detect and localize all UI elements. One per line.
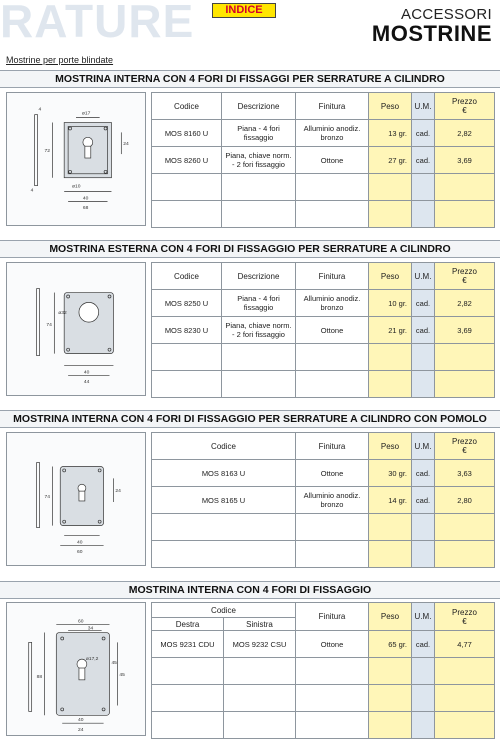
cell-prezzo: 2,80 [435,487,495,514]
dim-label: ø10 [72,184,81,190]
cell-finitura: Ottone [296,631,369,658]
col-descrizione: Descrizione [222,263,296,290]
cell-um: cad. [412,487,435,514]
cell-finitura: Alluminio anodiz. bronzo [296,120,369,147]
cell-peso: 13 gr. [369,120,412,147]
col-um: U.M. [412,263,435,290]
dim-label: 40 [77,718,84,724]
col-um: U.M. [412,603,435,631]
col-peso: Peso [369,263,412,290]
cell-prezzo: 3,69 [435,317,495,344]
col-codice: Codice [152,93,222,120]
table-row-empty [152,658,495,685]
dim-label: 24 [123,142,129,148]
col-peso: Peso [369,93,412,120]
section-2-drawing [6,262,146,396]
dim-label: 74 [44,495,50,501]
table-row [152,487,495,514]
dim-label: 88 [36,674,43,680]
section-1-title: MOSTRINA INTERNA CON 4 FORI DI FISSAGGI PER SERRATURE A CILINDRO [0,70,500,88]
cell-prezzo: 4,77 [435,631,495,658]
escutcheon-drawing-4 [7,603,145,735]
header-watermark: RATURE [0,0,195,47]
col-destra: Destra [152,618,224,631]
cell-peso: 30 gr. [369,460,412,487]
section-3-drawing [6,432,146,566]
col-finitura: Finitura [296,603,369,631]
section-3-title: MOSTRINA INTERNA CON 4 FORI DI FISSAGGIO PER SERRATURE A CILINDRO CON POMOLO [0,410,500,428]
cell-prezzo: 3,63 [435,460,495,487]
col-prezzo: Prezzo € [435,603,495,631]
section-1-table [151,92,495,228]
col-prezzo: Prezzo € [435,263,495,290]
cell-prezzo: 3,69 [435,147,495,174]
col-peso: Peso [369,433,412,460]
col-peso: Peso [369,603,412,631]
dim-label: 44 [83,380,90,386]
table-row-empty [152,712,495,739]
col-um: U.M. [412,93,435,120]
section-3-table [151,432,495,568]
cell-descrizione: Piana, chiave norm. - 2 fori fissaggio [222,147,296,174]
escutcheon-drawing-2 [7,263,145,395]
section-4-drawing [6,602,146,736]
col-finitura: Finitura [296,433,369,460]
subcategory-label: Mostrine per porte blindate [6,55,114,65]
col-sinistra: Sinistra [224,618,296,631]
dim-label: 45 [119,672,125,678]
cell-codice: MOS 8250 U [152,290,222,317]
dim-label: 40 [76,540,83,546]
cell-descrizione: Piana, chiave norm. - 2 fori fissaggio [222,317,296,344]
cell-um: cad. [412,120,435,147]
section-1-drawing [6,92,146,226]
section-2-table [151,262,495,398]
cell-codice: MOS 8163 U [152,460,296,487]
cell-sinistra: MOS 9232 CSU [224,631,296,658]
col-codice: Codice [152,263,222,290]
dim-label: ø17,2 [85,657,99,663]
cell-peso: 21 gr. [369,317,412,344]
cell-codice: MOS 8160 U [152,120,222,147]
table-row [152,120,495,147]
dim-label: 24 [115,489,121,495]
cell-um: cad. [412,460,435,487]
cell-peso: 14 gr. [369,487,412,514]
page-header [0,0,500,50]
dim-label: 40 [82,196,89,202]
table-row [152,631,495,658]
escutcheon-drawing-1 [7,93,145,225]
cell-um: cad. [412,317,435,344]
cell-codice: MOS 8230 U [152,317,222,344]
cell-codice: MOS 8165 U [152,487,296,514]
table-row [152,317,495,344]
cell-destra: MOS 9231 CDU [152,631,224,658]
col-um: U.M. [412,433,435,460]
cell-finitura: Alluminio anodiz. bronzo [296,290,369,317]
section-4-title: MOSTRINA INTERNA CON 4 FORI DI FISSAGGIO [0,581,500,599]
col-codice: Codice [152,603,296,618]
dim-label: 40 [83,370,90,376]
col-codice: Codice [152,433,296,460]
dim-label: 24 [77,728,84,734]
category-label: ACCESSORI [400,6,492,23]
dim-label: 45 [111,661,117,667]
section-2-title: MOSTRINA ESTERNA CON 4 FORI DI FISSAGGIO PER SERRATURE A CILINDRO [0,240,500,258]
page-title: MOSTRINE [371,21,492,46]
table-row [152,460,495,487]
col-descrizione: Descrizione [222,93,296,120]
table-row-empty [152,541,495,568]
col-finitura: Finitura [296,93,369,120]
cell-peso: 10 gr. [369,290,412,317]
header-title-block [372,6,492,45]
col-prezzo: Prezzo € [435,93,495,120]
section-4-table [151,602,495,739]
cell-finitura: Ottone [296,147,369,174]
cell-prezzo: 2,82 [435,120,495,147]
table-row-empty [152,371,495,398]
cell-descrizione: Piana - 4 fori fissaggio [222,290,296,317]
cell-codice: MOS 8260 U [152,147,222,174]
col-prezzo: Prezzo € [435,433,495,460]
table-row-empty [152,201,495,228]
table-row [152,147,495,174]
dim-label: 60 [77,619,84,625]
dim-label: 60 [76,550,83,556]
dim-label: 68 [82,206,89,212]
table-row-empty [152,344,495,371]
cell-prezzo: 2,82 [435,290,495,317]
dim-label: 4 [30,188,34,194]
cell-um: cad. [412,631,435,658]
escutcheon-drawing-3 [7,433,145,565]
cell-finitura: Alluminio anodiz. bronzo [296,487,369,514]
dim-label: 74 [46,323,52,329]
dim-label: 4 [38,107,42,113]
indice-button[interactable]: INDICE [212,3,276,18]
table-row-empty [152,685,495,712]
table-row [152,290,495,317]
dim-label: 34 [87,626,94,632]
dim-label: 72 [44,149,50,155]
dim-label: ø17 [81,111,91,117]
table-row-empty [152,514,495,541]
table-row-empty [152,174,495,201]
cell-peso: 65 gr. [369,631,412,658]
dim-label: ø32 [58,311,67,317]
cell-peso: 27 gr. [369,147,412,174]
col-finitura: Finitura [296,263,369,290]
cell-descrizione: Piana - 4 fori fissaggio [222,120,296,147]
cell-finitura: Ottone [296,317,369,344]
cell-um: cad. [412,290,435,317]
cell-finitura: Ottone [296,460,369,487]
cell-um: cad. [412,147,435,174]
